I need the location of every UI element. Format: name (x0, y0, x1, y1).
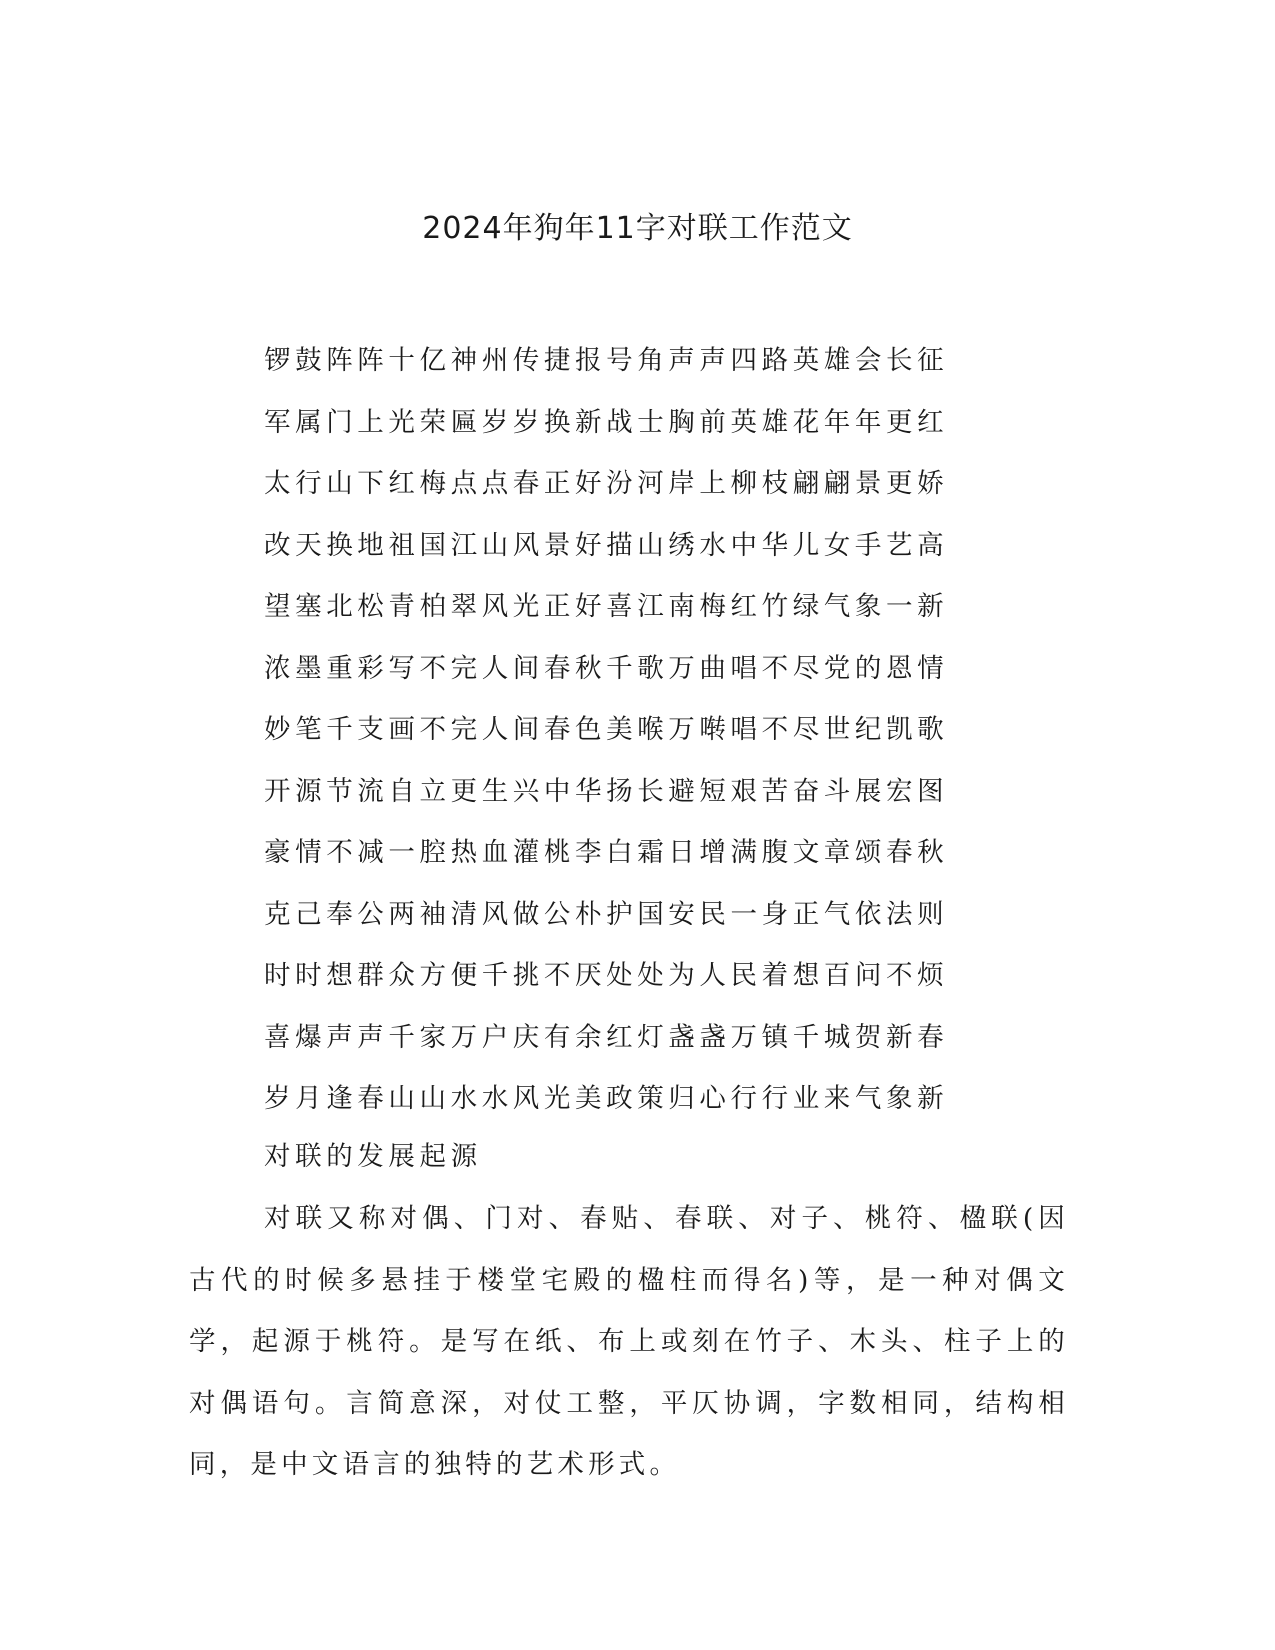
couplet-line: 豪情不减一腔热血灌桃李白霜日增满腹文章颂春秋 (264, 837, 949, 868)
document-title: 2024年狗年11字对联工作范文 (422, 211, 853, 246)
couplet-line: 浓墨重彩写不完人间春秋千歌万曲唱不尽党的恩情 (264, 652, 949, 684)
couplet-list (264, 330, 949, 1130)
couplet-line: 望塞北松青柏翠风光正好喜江南梅红竹绿气象一新 (264, 591, 949, 622)
couplet-line: 喜爆声声千家万户庆有余红灯盏盏万镇千城贺新春 (264, 1021, 949, 1053)
couplet-line: 岁月逢春山山水水风光美政策归心行行业来气象新 (264, 1083, 949, 1114)
section-heading: 对联的发展起源 (264, 1141, 482, 1172)
couplet-line: 时时想群众方便千挑不厌处处为人民着想百问不烦 (264, 960, 949, 991)
couplet-line: 克己奉公两袖清风做公朴护国安民一身正气依法则 (264, 898, 949, 930)
couplet-line: 改天换地祖国江山风景好描山绣水中华儿女手艺高 (264, 529, 949, 561)
couplet-line: 太行山下红梅点点春正好汾河岸上柳枝翩翩景更娇 (264, 468, 949, 499)
couplet-line: 军属门上光荣匾岁岁换新战士胸前英雄花年年更红 (264, 406, 949, 438)
couplet-line: 妙笔千支画不完人间春色美喉万啭唱不尽世纪凯歌 (264, 714, 949, 745)
couplet-line: 开源节流自立更生兴中华扬长避短艰苦奋斗展宏图 (264, 775, 949, 807)
couplet-line: 锣鼓阵阵十亿神州传捷报号角声声四路英雄会长征 (264, 345, 949, 376)
body-paragraph: 对联又称对偶、门对、春贴、春联、对子、桃符、楹联(因古代的时候多悬挂于楼堂宅殿的楹柱而得名)等，是一种对偶文学，起源于桃符。是写在纸、布上或刻在竹子、木头、柱子上的对偶语句。言简意深，对仗工整，平仄协调，字数相同，结构相同，是中文语言的独特的艺术形式。 (189, 1203, 1069, 1480)
